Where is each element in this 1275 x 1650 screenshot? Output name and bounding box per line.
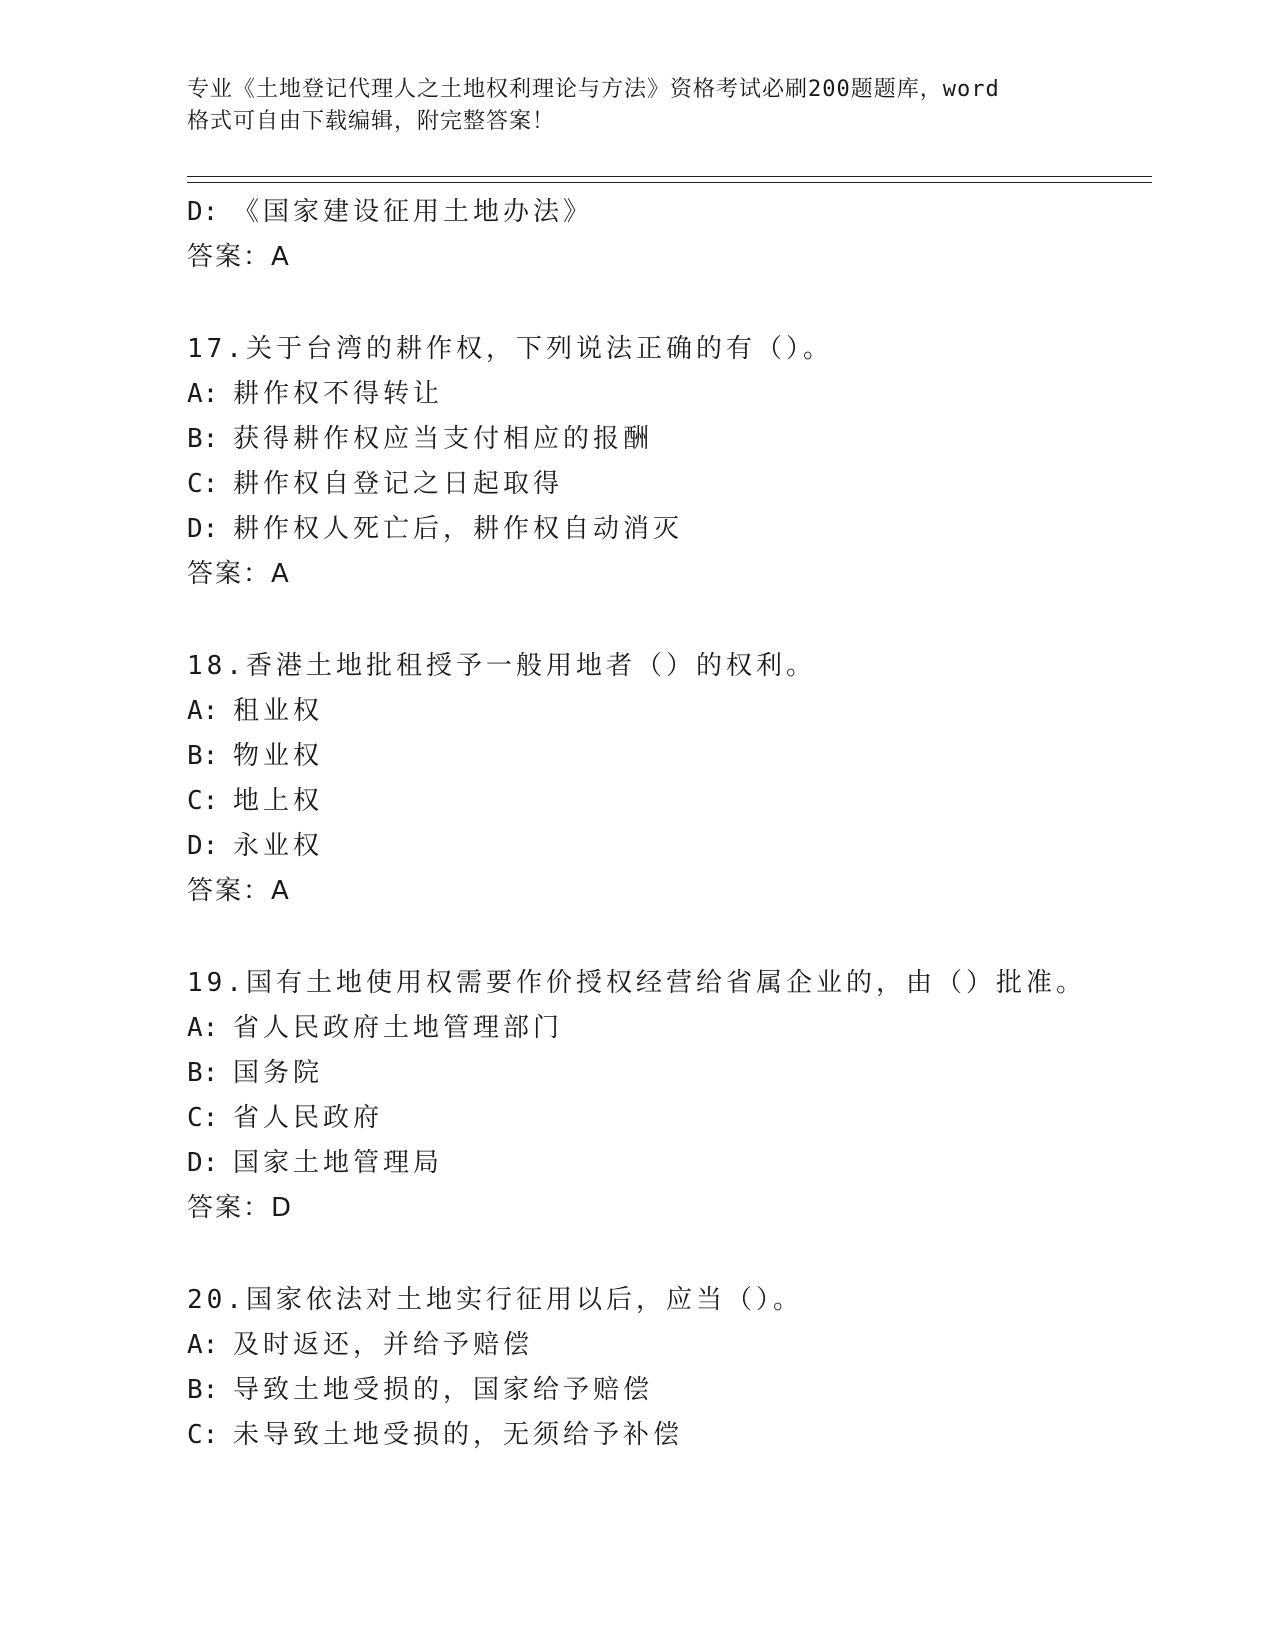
option-letter: C: — [187, 786, 219, 816]
option-text: 物业权 — [233, 741, 324, 771]
option-text: 耕作权自登记之日起取得 — [233, 469, 564, 499]
option-line — [187, 824, 1152, 869]
option-line — [187, 1051, 1152, 1096]
option-text: 国务院 — [233, 1058, 324, 1088]
question-spacer — [187, 1231, 1152, 1278]
option-letter: B: — [187, 1375, 219, 1405]
option-line — [187, 190, 1152, 235]
question-stem: 20.国家依法对土地实行征用以后，应当（）。 — [187, 1285, 803, 1315]
option-letter: B: — [187, 741, 219, 771]
option-line — [187, 1413, 1152, 1458]
option-letter: A: — [187, 1013, 219, 1043]
document-header — [187, 74, 1067, 138]
question-stem: 17.关于台湾的耕作权，下列说法正确的有（）。 — [187, 334, 833, 364]
header-title-line-1: 专业《土地登记代理人之土地权利理论与方法》资格考试必刷200题题库，word — [187, 77, 1000, 102]
option-letter: D: — [187, 197, 219, 227]
option-line — [187, 507, 1152, 552]
answer-line: 答案：A — [187, 559, 291, 589]
option-letter: D: — [187, 831, 219, 861]
option-text: 耕作权人死亡后，耕作权自动消灭 — [233, 514, 684, 544]
answer-line: 答案：A — [187, 876, 291, 906]
option-letter: A: — [187, 696, 219, 726]
option-line — [187, 1368, 1152, 1413]
header-rule-top — [187, 176, 1152, 177]
option-line — [187, 1006, 1152, 1051]
option-letter: B: — [187, 424, 219, 454]
option-line — [187, 417, 1152, 462]
option-text: 耕作权不得转让 — [233, 379, 444, 409]
header-title-line-2: 格式可自由下载编辑，附完整答案！ — [187, 109, 556, 134]
option-text: 省人民政府 — [233, 1103, 384, 1133]
option-text: 导致土地受损的，国家给予赔偿 — [233, 1375, 654, 1405]
option-text: 《国家建设征用土地办法》 — [233, 197, 594, 227]
option-line — [187, 779, 1152, 824]
option-letter: C: — [187, 469, 219, 499]
option-letter: D: — [187, 1148, 219, 1178]
question-spacer — [187, 597, 1152, 644]
option-text: 及时返还，并给予赔偿 — [233, 1330, 534, 1360]
option-text: 永业权 — [233, 831, 324, 861]
option-text: 省人民政府土地管理部门 — [233, 1013, 564, 1043]
option-line — [187, 689, 1152, 734]
option-line — [187, 734, 1152, 779]
question-spacer — [187, 914, 1152, 961]
option-line — [187, 1323, 1152, 1368]
option-text: 地上权 — [233, 786, 324, 816]
answer-line: 答案：D — [187, 1193, 294, 1223]
question-stem: 18.香港土地批租授予一般用地者（）的权利。 — [187, 651, 816, 681]
question-list — [187, 190, 1152, 1458]
option-line — [187, 1141, 1152, 1186]
option-letter: B: — [187, 1058, 219, 1088]
header-rule-bottom — [187, 182, 1152, 183]
option-line — [187, 372, 1152, 417]
question-stem: 19.国有土地使用权需要作价授权经营给省属企业的，由（）批准。 — [187, 968, 1086, 998]
option-letter: C: — [187, 1420, 219, 1450]
option-text: 未导致土地受损的，无须给予补偿 — [233, 1420, 684, 1450]
option-letter: C: — [187, 1103, 219, 1133]
option-letter: D: — [187, 514, 219, 544]
option-line — [187, 462, 1152, 507]
question-spacer — [187, 280, 1152, 327]
option-text: 租业权 — [233, 696, 324, 726]
option-line — [187, 1096, 1152, 1141]
option-text: 获得耕作权应当支付相应的报酬 — [233, 424, 654, 454]
option-text: 国家土地管理局 — [233, 1148, 444, 1178]
option-letter: A: — [187, 379, 219, 409]
answer-line: 答案：A — [187, 242, 291, 272]
option-letter: A: — [187, 1330, 219, 1360]
